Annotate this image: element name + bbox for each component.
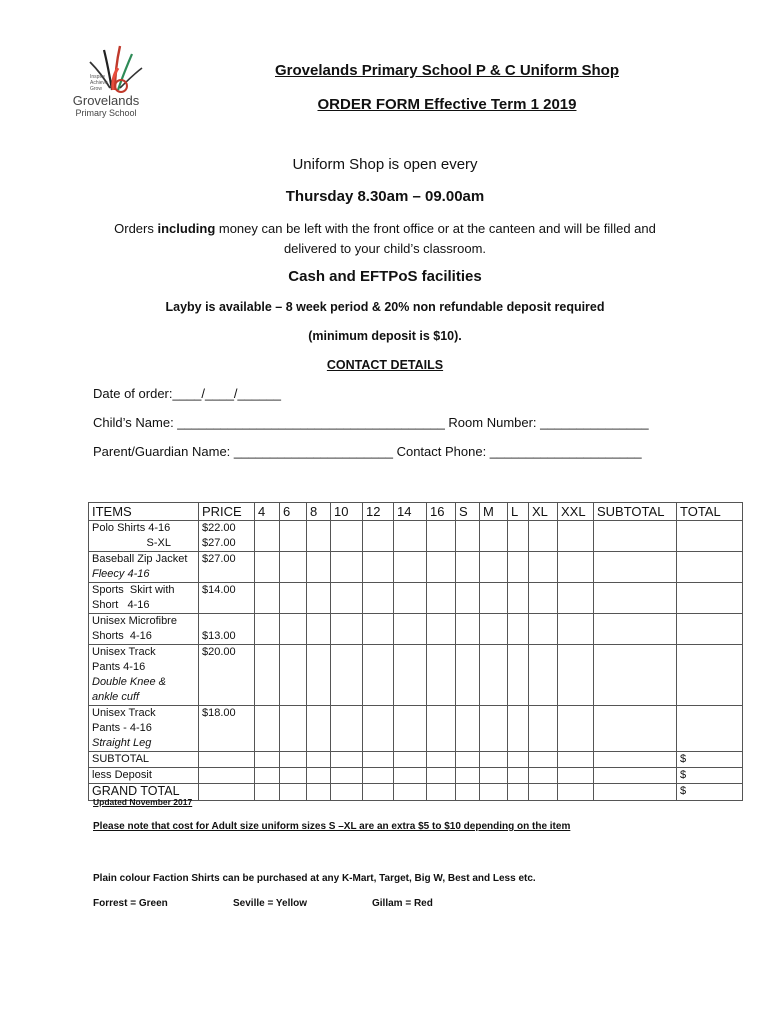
empty-cell bbox=[363, 768, 394, 784]
qty-cell[interactable] bbox=[255, 645, 280, 706]
qty-cell[interactable] bbox=[508, 706, 529, 752]
qty-cell[interactable] bbox=[307, 521, 331, 552]
qty-cell[interactable] bbox=[529, 706, 558, 752]
qty-cell[interactable] bbox=[255, 614, 280, 645]
total-cell[interactable] bbox=[677, 645, 743, 706]
qty-cell[interactable] bbox=[307, 645, 331, 706]
empty-cell bbox=[331, 752, 363, 768]
item-line: Baseball Zip Jacket bbox=[92, 553, 188, 565]
price: $22.00 bbox=[202, 522, 236, 534]
empty-cell bbox=[456, 768, 480, 784]
subtotal-cell[interactable] bbox=[594, 521, 677, 552]
qty-cell[interactable] bbox=[529, 583, 558, 614]
table-row bbox=[89, 521, 743, 552]
empty-cell bbox=[456, 784, 480, 801]
table-row bbox=[89, 552, 743, 583]
faction-gillam: Gillam = Red bbox=[372, 898, 433, 909]
header-cell: 10 bbox=[331, 503, 363, 521]
price-cell bbox=[199, 521, 255, 552]
empty-cell bbox=[255, 768, 280, 784]
empty-cell bbox=[255, 752, 280, 768]
item-line: Shorts 4-16 bbox=[92, 630, 152, 642]
qty-cell[interactable] bbox=[394, 521, 427, 552]
header-cell: M bbox=[480, 503, 508, 521]
empty-cell bbox=[508, 768, 529, 784]
header-cell: ITEMS bbox=[89, 503, 199, 521]
header-cell: 4 bbox=[255, 503, 280, 521]
qty-cell[interactable] bbox=[427, 521, 456, 552]
header-cell: 8 bbox=[307, 503, 331, 521]
empty-cell bbox=[480, 752, 508, 768]
qty-cell[interactable] bbox=[456, 645, 480, 706]
date-field[interactable]: Date of order:____/____/______ bbox=[93, 386, 281, 401]
layby-line1: Layby is available – 8 week period & 20% non refundable deposit required bbox=[165, 300, 605, 314]
price bbox=[202, 614, 251, 629]
adult-size-note: Please note that cost for Adult size uniform sizes S –XL are an extra $5 to $10 depending on the item bbox=[93, 821, 571, 832]
item-cell bbox=[89, 614, 199, 645]
subtotal-value[interactable]: $ bbox=[677, 752, 743, 768]
page-title: Grovelands Primary School P & C Uniform Shop bbox=[275, 62, 619, 79]
item-line: Unisex Track bbox=[92, 707, 156, 719]
qty-cell[interactable] bbox=[558, 552, 594, 583]
total-cell[interactable] bbox=[677, 583, 743, 614]
item-line: S-XL bbox=[146, 537, 171, 549]
qty-cell[interactable] bbox=[427, 583, 456, 614]
logo-name: Grovelands bbox=[72, 93, 140, 108]
qty-cell[interactable] bbox=[363, 706, 394, 752]
empty-cell bbox=[529, 768, 558, 784]
parent-name-field[interactable]: Parent/Guardian Name: ______________________ Contact Phone: _____________________ bbox=[93, 444, 642, 459]
total-cell[interactable] bbox=[677, 706, 743, 752]
faction-seville: Seville = Yellow bbox=[233, 898, 308, 909]
qty-cell[interactable] bbox=[394, 614, 427, 645]
item-cell bbox=[89, 552, 199, 583]
grand-total-label: GRAND TOTAL bbox=[89, 784, 199, 801]
qty-cell[interactable] bbox=[280, 614, 307, 645]
deposit-row bbox=[89, 768, 743, 784]
item-line: Short 4-16 bbox=[92, 599, 150, 611]
table-row bbox=[89, 706, 743, 752]
header-cell: 6 bbox=[280, 503, 307, 521]
qty-cell[interactable] bbox=[280, 521, 307, 552]
qty-cell[interactable] bbox=[394, 645, 427, 706]
grand-total-value[interactable]: $ bbox=[677, 784, 743, 801]
total-cell[interactable] bbox=[677, 614, 743, 645]
price: $14.00 bbox=[202, 584, 236, 596]
qty-cell[interactable] bbox=[558, 706, 594, 752]
table-header-row bbox=[89, 503, 743, 521]
open-hours: Thursday 8.30am – 09.00am bbox=[285, 188, 485, 205]
orders-post: money can be left with the front office or at the canteen and will be filled and delivered to your child’s classroom. bbox=[215, 221, 656, 256]
qty-cell[interactable] bbox=[508, 645, 529, 706]
empty-cell bbox=[594, 768, 677, 784]
qty-cell[interactable] bbox=[456, 583, 480, 614]
price: $20.00 bbox=[202, 646, 236, 658]
item-line: Pants - 4-16 bbox=[92, 722, 152, 734]
table-row bbox=[89, 645, 743, 706]
subtotal-row bbox=[89, 752, 743, 768]
header-cell: XL bbox=[529, 503, 558, 521]
open-text: Uniform Shop is open every bbox=[292, 156, 478, 173]
price: $18.00 bbox=[202, 707, 236, 719]
qty-cell[interactable] bbox=[480, 614, 508, 645]
qty-cell[interactable] bbox=[307, 552, 331, 583]
qty-cell[interactable] bbox=[480, 552, 508, 583]
qty-cell[interactable] bbox=[363, 552, 394, 583]
empty-cell bbox=[394, 784, 427, 801]
empty-cell bbox=[427, 768, 456, 784]
qty-cell[interactable] bbox=[363, 614, 394, 645]
empty-cell bbox=[558, 768, 594, 784]
qty-cell[interactable] bbox=[529, 521, 558, 552]
empty-cell bbox=[280, 784, 307, 801]
qty-cell[interactable] bbox=[280, 645, 307, 706]
item-cell bbox=[89, 521, 199, 552]
qty-cell[interactable] bbox=[255, 521, 280, 552]
empty-cell bbox=[508, 752, 529, 768]
qty-cell[interactable] bbox=[280, 706, 307, 752]
subtotal-cell[interactable] bbox=[594, 706, 677, 752]
qty-cell[interactable] bbox=[480, 583, 508, 614]
qty-cell[interactable] bbox=[280, 583, 307, 614]
empty-cell bbox=[255, 784, 280, 801]
empty-cell bbox=[280, 768, 307, 784]
qty-cell[interactable] bbox=[427, 614, 456, 645]
header-cell: SUBTOTAL bbox=[594, 503, 677, 521]
qty-cell[interactable] bbox=[508, 521, 529, 552]
layby-line2: (minimum deposit is $10). bbox=[308, 329, 462, 343]
item-line: Unisex Microfibre bbox=[92, 615, 177, 627]
contact-heading: CONTACT DETAILS bbox=[326, 358, 444, 372]
qty-cell[interactable] bbox=[427, 552, 456, 583]
qty-cell[interactable] bbox=[255, 706, 280, 752]
item-cell bbox=[89, 706, 199, 752]
item-line: Sports Skirt with bbox=[92, 584, 175, 596]
qty-cell[interactable] bbox=[529, 614, 558, 645]
subtotal-cell[interactable] bbox=[594, 614, 677, 645]
table-row bbox=[89, 583, 743, 614]
qty-cell[interactable] bbox=[280, 552, 307, 583]
qty-cell[interactable] bbox=[307, 614, 331, 645]
qty-cell[interactable] bbox=[558, 521, 594, 552]
qty-cell[interactable] bbox=[331, 614, 363, 645]
qty-cell[interactable] bbox=[480, 645, 508, 706]
svg-text:Inspire: Inspire bbox=[90, 74, 106, 80]
empty-cell bbox=[307, 752, 331, 768]
item-cell bbox=[89, 645, 199, 706]
qty-cell[interactable] bbox=[529, 552, 558, 583]
qty-cell[interactable] bbox=[331, 706, 363, 752]
qty-cell[interactable] bbox=[255, 552, 280, 583]
qty-cell[interactable] bbox=[480, 706, 508, 752]
qty-cell[interactable] bbox=[363, 583, 394, 614]
item-line: Polo Shirts 4-16 bbox=[92, 522, 171, 534]
empty-cell bbox=[394, 768, 427, 784]
child-name-field[interactable]: Child’s Name: _____________________________________ Room Number: _______________ bbox=[93, 415, 649, 430]
orders-bold: including bbox=[157, 221, 216, 236]
empty-cell bbox=[427, 752, 456, 768]
svg-text:Grow: Grow bbox=[90, 86, 102, 92]
price: $27.00 bbox=[202, 537, 236, 549]
item-line: Fleecy 4-16 bbox=[92, 568, 150, 580]
qty-cell[interactable] bbox=[394, 583, 427, 614]
subtotal-cell[interactable] bbox=[594, 583, 677, 614]
faction-forrest: Forrest = Green bbox=[93, 898, 168, 909]
empty-cell bbox=[529, 752, 558, 768]
price-cell bbox=[199, 614, 255, 645]
qty-cell[interactable] bbox=[427, 706, 456, 752]
empty-cell bbox=[394, 752, 427, 768]
empty-cell bbox=[456, 752, 480, 768]
price-cell bbox=[199, 552, 255, 583]
qty-cell[interactable] bbox=[427, 645, 456, 706]
deposit-value[interactable]: $ bbox=[677, 768, 743, 784]
qty-cell[interactable] bbox=[480, 521, 508, 552]
qty-cell[interactable] bbox=[255, 583, 280, 614]
qty-cell[interactable] bbox=[363, 645, 394, 706]
qty-cell[interactable] bbox=[558, 645, 594, 706]
empty-cell bbox=[331, 768, 363, 784]
header-cell: S bbox=[456, 503, 480, 521]
empty-cell bbox=[558, 784, 594, 801]
item-line: Straight Leg bbox=[92, 737, 152, 749]
subtotal-cell[interactable] bbox=[594, 552, 677, 583]
order-table bbox=[88, 502, 743, 801]
deposit-label: less Deposit bbox=[89, 768, 199, 784]
qty-cell[interactable] bbox=[456, 552, 480, 583]
empty-cell bbox=[363, 784, 394, 801]
faction-intro: Plain colour Faction Shirts can be purchased at any K-Mart, Target, Big W, Best and Less etc. bbox=[93, 873, 536, 884]
empty-cell bbox=[199, 768, 255, 784]
updated-note: Updated November 2017 bbox=[93, 797, 193, 807]
qty-cell[interactable] bbox=[456, 614, 480, 645]
header-cell: XXL bbox=[558, 503, 594, 521]
price-cell bbox=[199, 583, 255, 614]
qty-cell[interactable] bbox=[331, 552, 363, 583]
qty-cell[interactable] bbox=[331, 583, 363, 614]
empty-cell bbox=[480, 784, 508, 801]
qty-cell[interactable] bbox=[331, 645, 363, 706]
header-cell: L bbox=[508, 503, 529, 521]
empty-cell bbox=[199, 784, 255, 801]
item-line: Double Knee & bbox=[92, 676, 166, 688]
price-cell bbox=[199, 645, 255, 706]
price: $13.00 bbox=[202, 630, 236, 642]
empty-cell bbox=[280, 752, 307, 768]
header-cell: 16 bbox=[427, 503, 456, 521]
item-line: Pants 4-16 bbox=[92, 661, 146, 673]
total-cell[interactable] bbox=[677, 521, 743, 552]
empty-cell bbox=[529, 784, 558, 801]
qty-cell[interactable] bbox=[456, 706, 480, 752]
orders-pre: Orders bbox=[114, 221, 158, 236]
item-line: ankle cuff bbox=[92, 691, 140, 703]
qty-cell[interactable] bbox=[307, 583, 331, 614]
table-row bbox=[89, 614, 743, 645]
form-subtitle: ORDER FORM Effective Term 1 2019 bbox=[317, 96, 577, 113]
qty-cell[interactable] bbox=[456, 521, 480, 552]
empty-cell bbox=[558, 752, 594, 768]
qty-cell[interactable] bbox=[529, 645, 558, 706]
empty-cell bbox=[594, 784, 677, 801]
orders-paragraph bbox=[90, 219, 680, 259]
total-cell[interactable] bbox=[677, 552, 743, 583]
header-cell: TOTAL bbox=[677, 503, 743, 521]
qty-cell[interactable] bbox=[331, 521, 363, 552]
empty-cell bbox=[594, 752, 677, 768]
qty-cell[interactable] bbox=[508, 614, 529, 645]
qty-cell[interactable] bbox=[558, 614, 594, 645]
subtotal-label: SUBTOTAL bbox=[89, 752, 199, 768]
empty-cell bbox=[363, 752, 394, 768]
qty-cell[interactable] bbox=[394, 552, 427, 583]
qty-cell[interactable] bbox=[394, 706, 427, 752]
qty-cell[interactable] bbox=[307, 706, 331, 752]
header-cell: 14 bbox=[394, 503, 427, 521]
empty-cell bbox=[508, 784, 529, 801]
logo-sub: Primary School bbox=[75, 108, 137, 118]
header-cell: 12 bbox=[363, 503, 394, 521]
empty-cell bbox=[199, 752, 255, 768]
cash-heading: Cash and EFTPoS facilities bbox=[288, 268, 482, 285]
empty-cell bbox=[307, 784, 331, 801]
qty-cell[interactable] bbox=[508, 583, 529, 614]
price-cell bbox=[199, 706, 255, 752]
empty-cell bbox=[307, 768, 331, 784]
qty-cell[interactable] bbox=[508, 552, 529, 583]
svg-text:Achieve: Achieve bbox=[90, 80, 108, 86]
qty-cell[interactable] bbox=[558, 583, 594, 614]
header-cell: PRICE bbox=[199, 503, 255, 521]
empty-cell bbox=[331, 784, 363, 801]
empty-cell bbox=[480, 768, 508, 784]
qty-cell[interactable] bbox=[363, 521, 394, 552]
item-line: Unisex Track bbox=[92, 646, 156, 658]
subtotal-cell[interactable] bbox=[594, 645, 677, 706]
item-cell bbox=[89, 583, 199, 614]
price: $27.00 bbox=[202, 553, 236, 565]
empty-cell bbox=[427, 784, 456, 801]
